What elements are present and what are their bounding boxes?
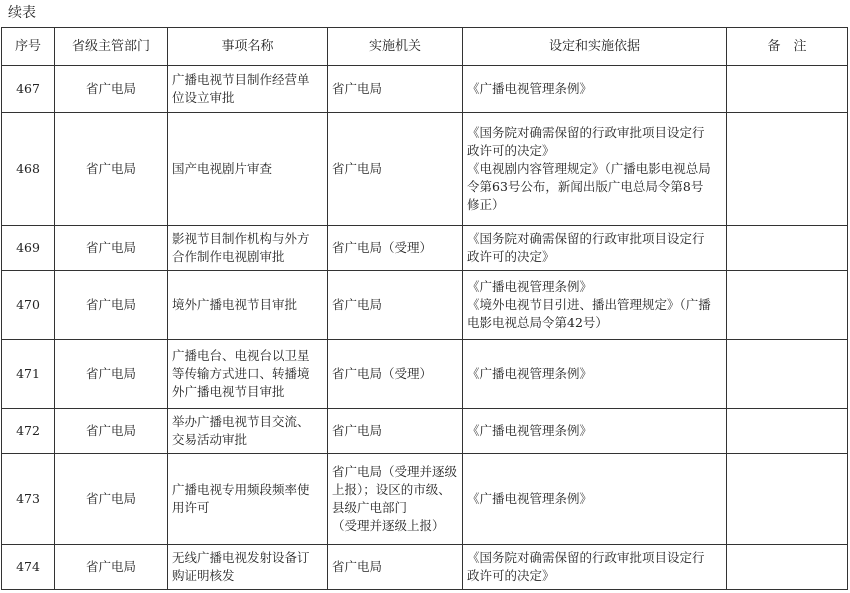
item-name-cell-line: 广播电视专用频段频率使 [172,482,310,497]
legal-basis-cell-line: 《国务院对确需保留的行政审批项目设定行 [467,550,705,565]
implementing-agency-cell [328,113,463,226]
implementing-agency-cell-line: 上报）；设区的市级、 [332,482,451,497]
item-name-cell [168,226,328,271]
item-name-cell-line: 用许可 [172,500,210,515]
implementing-agency-cell-line: 省广电局（受理） [332,366,433,381]
department-cell: 省广电局 [55,226,168,271]
implementing-agency-cell [328,271,463,340]
remarks-cell [727,454,848,545]
item-name-cell-line: 国产电视剧片审查 [172,161,273,176]
legal-basis-cell-line: 《广播电视管理条例》 [467,81,593,96]
item-name-cell-line: 位设立审批 [172,90,235,105]
remarks-cell [727,340,848,409]
implementing-agency-cell-line: 省广电局 [332,297,383,312]
header-implementing-agency: 实施机关 [328,28,463,66]
implementing-agency-cell-line: 省广电局（受理并逐级 [332,464,458,479]
item-name-cell-line: 合作制作电视剧审批 [172,249,285,264]
department-cell: 省广电局 [55,113,168,226]
legal-basis-cell-line: 《国务院对确需保留的行政审批项目设定行 [467,231,705,246]
implementing-agency-cell-line: （受理并逐级上报） [332,518,445,533]
item-name-cell [168,66,328,113]
legal-basis-cell-line: 《境外电视节目引进、播出管理规定》（广播 [467,297,711,312]
implementing-agency-cell-line: 省广电局 [332,559,383,574]
header-serial-number: 序号 [2,28,55,66]
remarks-cell [727,226,848,271]
implementing-agency-cell-line: 省广电局（受理） [332,240,433,255]
legal-basis-cell-line: 政许可的决定》 [467,143,555,158]
item-name-cell [168,454,328,545]
header-provincial-department: 省级主管部门 [55,28,168,66]
item-name-cell [168,113,328,226]
table-row [2,113,848,226]
item-name-cell-line: 影视节目制作机构与外方 [172,231,310,246]
serial-number-cell: 473 [2,454,55,545]
table-header-row [2,28,848,66]
legal-basis-cell [463,113,727,226]
item-name-cell-line: 外广播电视节目审批 [172,384,285,399]
table-row [2,454,848,545]
serial-number-cell: 469 [2,226,55,271]
legal-basis-cell [463,226,727,271]
item-name-cell-line: 等传输方式进口、转播境 [172,366,310,381]
legal-basis-cell [463,66,727,113]
item-name-cell-line: 无线广播电视发射设备订 [172,550,310,565]
legal-basis-cell-line: 政许可的决定》 [467,249,555,264]
item-name-cell-line: 购证明核发 [172,568,235,583]
legal-basis-cell [463,271,727,340]
legal-basis-cell-line: 《国务院对确需保留的行政审批项目设定行 [467,125,705,140]
department-cell: 省广电局 [55,545,168,590]
item-name-cell [168,340,328,409]
department-cell: 省广电局 [55,271,168,340]
implementing-agency-cell [328,226,463,271]
legal-basis-cell [463,454,727,545]
legal-basis-cell-line: 《广播电视管理条例》 [467,491,593,506]
serial-number-cell: 467 [2,66,55,113]
remarks-cell [727,545,848,590]
legal-basis-cell [463,545,727,590]
implementing-agency-cell-line: 省广电局 [332,161,383,176]
implementing-agency-cell [328,66,463,113]
legal-basis-cell-line: 《广播电视管理条例》 [467,423,593,438]
table-row [2,409,848,454]
legal-basis-cell-line: 令第63号公布，新闻出版广电总局令第8号 [467,179,704,194]
legal-basis-cell-line: 政许可的决定》 [467,568,555,583]
department-cell: 省广电局 [55,340,168,409]
legal-basis-cell-line: 电影电视总局令第42号） [467,315,608,330]
legal-basis-cell [463,409,727,454]
implementing-agency-cell [328,340,463,409]
table-row [2,226,848,271]
item-name-cell-line: 广播电视节目制作经营单 [172,72,310,87]
item-name-cell-line: 举办广播电视节目交流、 [172,414,310,429]
table-row [2,545,848,590]
department-cell: 省广电局 [55,66,168,113]
legal-basis-cell-line: 修正） [467,197,505,212]
legal-basis-cell-line: 《电视剧内容管理规定》（广播电影电视总局 [467,161,711,176]
table-row [2,271,848,340]
serial-number-cell: 470 [2,271,55,340]
serial-number-cell: 468 [2,113,55,226]
header-item-name: 事项名称 [168,28,328,66]
continued-label: 续表 [8,5,36,21]
serial-number-cell: 471 [2,340,55,409]
implementing-agency-cell-line: 县级广电部门 [332,500,408,515]
item-name-cell-line: 交易活动审批 [172,432,248,447]
implementing-agency-cell [328,409,463,454]
header-remarks: 备 注 [727,28,848,66]
department-cell: 省广电局 [55,409,168,454]
legal-basis-cell-line: 《广播电视管理条例》 [467,279,593,294]
remarks-cell [727,113,848,226]
item-name-cell [168,409,328,454]
item-name-cell [168,271,328,340]
serial-number-cell: 474 [2,545,55,590]
implementing-agency-cell [328,454,463,545]
remarks-cell [727,271,848,340]
approval-items-table [1,27,848,590]
remarks-cell [727,409,848,454]
legal-basis-cell [463,340,727,409]
header-legal-basis: 设定和实施依据 [463,28,727,66]
item-name-cell-line: 境外广播电视节目审批 [172,297,298,312]
implementing-agency-cell-line: 省广电局 [332,81,383,96]
item-name-cell-line: 广播电台、电视台以卫星 [172,348,310,363]
legal-basis-cell-line: 《广播电视管理条例》 [467,366,593,381]
implementing-agency-cell [328,545,463,590]
table-row [2,66,848,113]
remarks-cell [727,66,848,113]
implementing-agency-cell-line: 省广电局 [332,423,383,438]
item-name-cell [168,545,328,590]
department-cell: 省广电局 [55,454,168,545]
table-row [2,340,848,409]
serial-number-cell: 472 [2,409,55,454]
